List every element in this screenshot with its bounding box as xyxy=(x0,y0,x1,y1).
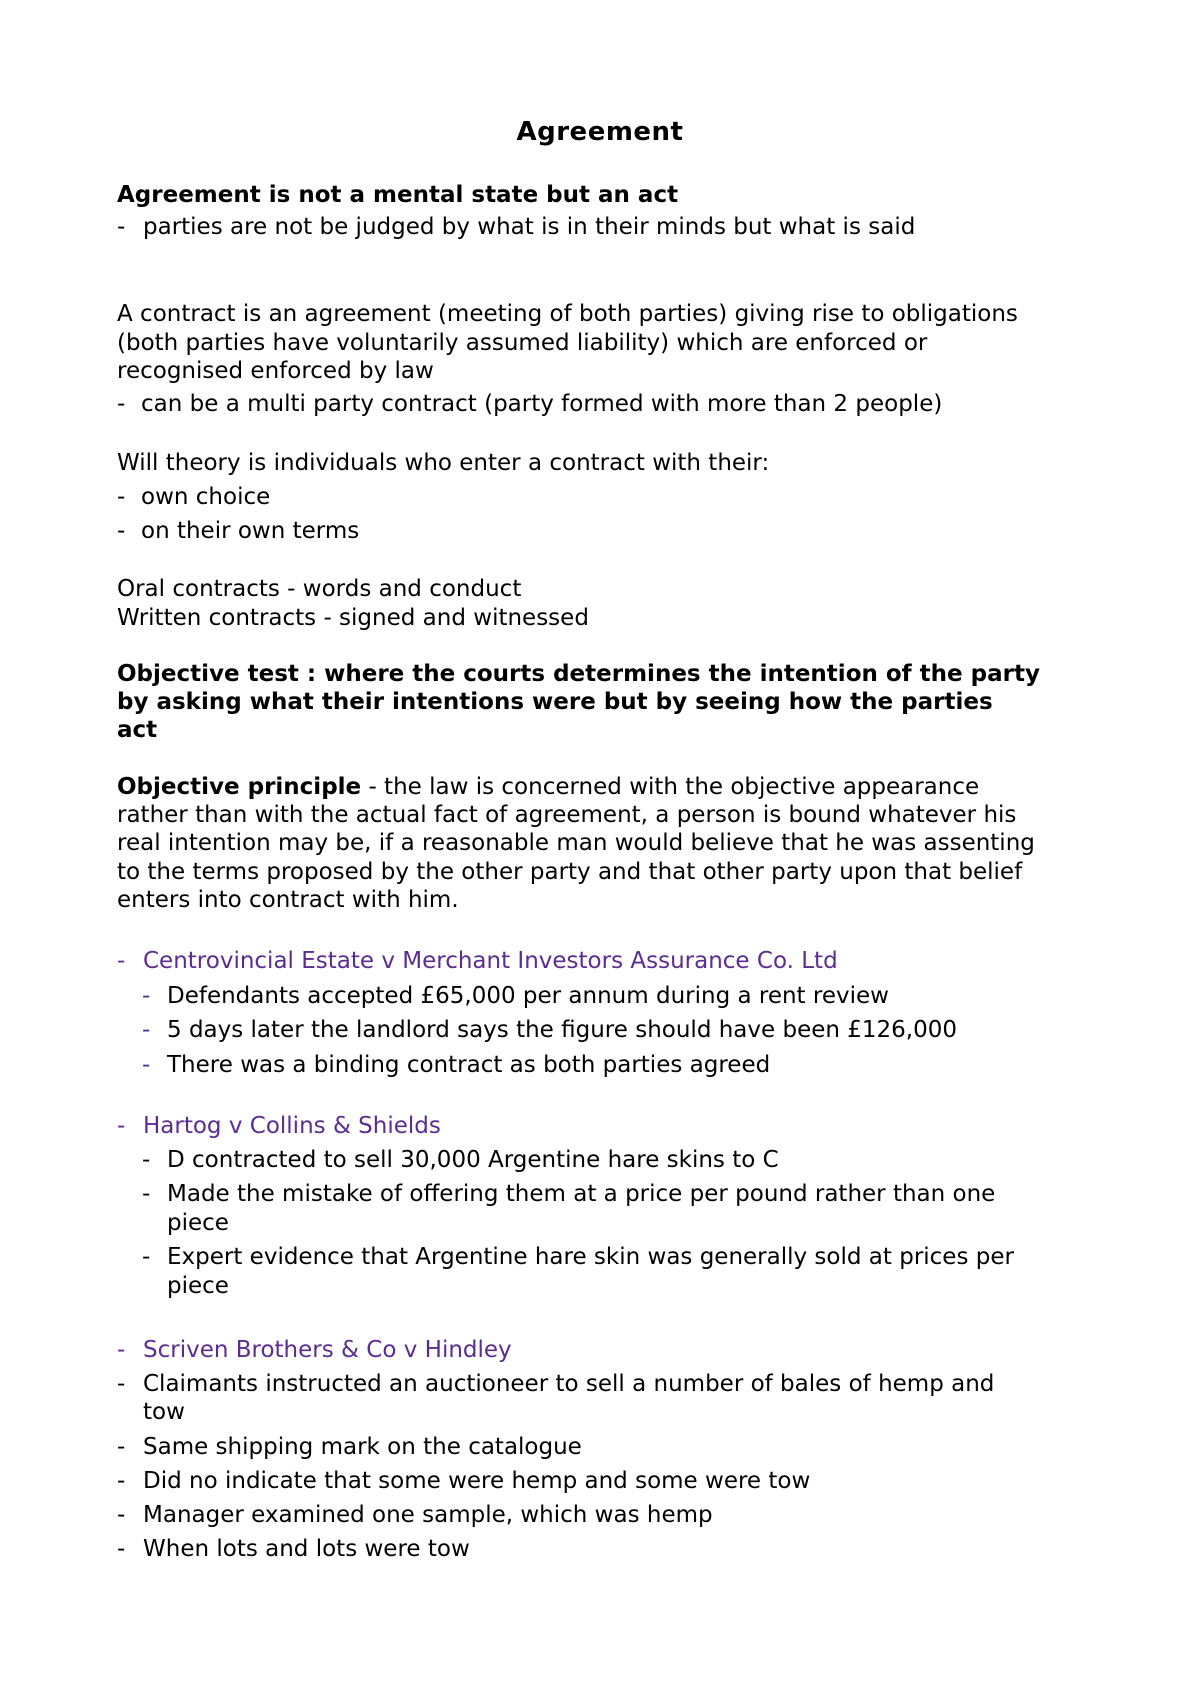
bullet-item xyxy=(117,483,271,511)
case-heading xyxy=(117,1336,512,1364)
page-title: Agreement xyxy=(516,117,684,147)
paragraph-line: Oral contracts - words and conduct xyxy=(117,576,522,602)
bullet-text: own choice xyxy=(141,484,271,510)
bullet-item xyxy=(117,390,943,418)
bullet-text: parties are not be judged by what is in their minds but what is said xyxy=(143,214,916,240)
bullet-dash: - xyxy=(142,1181,151,1207)
paragraph-line: enters into contract with him. xyxy=(117,887,459,913)
bullet-dash: - xyxy=(117,1502,126,1528)
bullet-text: When lots and lots were tow xyxy=(143,1536,470,1562)
bold-paragraph-line: act xyxy=(117,717,158,743)
bullet-dash: - xyxy=(117,948,126,974)
bullet-continuation: piece xyxy=(167,1210,229,1236)
case-heading xyxy=(117,947,838,975)
sub-bullet-item xyxy=(142,1146,779,1174)
sub-bullet-item xyxy=(142,982,889,1010)
bullet-item xyxy=(117,1535,470,1563)
paragraph-line: to the terms proposed by the other party and that other party upon that belief xyxy=(117,859,1023,885)
section-heading: Agreement is not a mental state but an act xyxy=(117,182,679,208)
bullet-dash: - xyxy=(117,484,126,510)
paragraph-line: (both parties have voluntarily assumed liability) which are enforced or xyxy=(117,330,928,356)
case-heading xyxy=(117,1112,441,1140)
bullet-item xyxy=(117,1467,811,1495)
bullet-item xyxy=(117,213,916,241)
paragraph-line: Will theory is individuals who enter a contract with their: xyxy=(117,450,770,476)
bullet-text: Expert evidence that Argentine hare skin was generally sold at prices per xyxy=(167,1244,1014,1270)
bullet-dash: - xyxy=(117,518,126,544)
bullet-dash: - xyxy=(117,1434,126,1460)
bullet-dash: - xyxy=(142,1147,151,1173)
bullet-continuation: tow xyxy=(143,1399,185,1425)
bullet-dash: - xyxy=(117,214,126,240)
bullet-item xyxy=(117,517,360,545)
bullet-dash: - xyxy=(142,1052,151,1078)
bullet-text: Defendants accepted £65,000 per annum during a rent review xyxy=(167,983,889,1009)
paragraph-line: A contract is an agreement (meeting of both parties) giving rise to obligations xyxy=(117,301,1018,327)
bullet-text: can be a multi party contract (party formed with more than 2 people) xyxy=(141,391,943,417)
sub-bullet-item xyxy=(142,1051,771,1079)
bullet-dash: - xyxy=(142,1017,151,1043)
bold-paragraph-line: Objective test : where the courts determines the intention of the party xyxy=(117,661,1040,687)
bold-paragraph-line: by asking what their intentions were but by seeing how the parties xyxy=(117,689,993,715)
paragraph-line: real intention may be, if a reasonable man would believe that he was assenting xyxy=(117,830,1035,856)
case-name: Hartog v Collins & Shields xyxy=(143,1113,441,1139)
bullet-text: Same shipping mark on the catalogue xyxy=(143,1434,582,1460)
bullet-text: D contracted to sell 30,000 Argentine hare skins to C xyxy=(167,1147,779,1173)
bullet-continuation: piece xyxy=(167,1273,229,1299)
bullet-item xyxy=(117,1370,995,1398)
bullet-dash: - xyxy=(117,1337,126,1363)
sub-bullet-item xyxy=(142,1016,958,1044)
bullet-text: There was a binding contract as both parties agreed xyxy=(167,1052,771,1078)
case-name: Centrovincial Estate v Merchant Investors Assurance Co. Ltd xyxy=(143,948,838,974)
bullet-dash: - xyxy=(142,1244,151,1270)
term-label: Objective principle xyxy=(117,774,362,800)
paragraph-line xyxy=(117,773,979,801)
bullet-dash: - xyxy=(117,391,126,417)
bullet-dash: - xyxy=(117,1536,126,1562)
bullet-text: Claimants instructed an auctioneer to sell a number of bales of hemp and xyxy=(143,1371,995,1397)
bullet-dash: - xyxy=(117,1468,126,1494)
bullet-text: on their own terms xyxy=(141,518,360,544)
case-name: Scriven Brothers & Co v Hindley xyxy=(143,1337,512,1363)
bullet-dash: - xyxy=(142,983,151,1009)
bullet-dash: - xyxy=(117,1113,126,1139)
bullet-item xyxy=(117,1433,582,1461)
bullet-text: Made the mistake of offering them at a price per pound rather than one xyxy=(167,1181,996,1207)
sub-bullet-item xyxy=(142,1180,996,1208)
sub-bullet-item xyxy=(142,1243,1014,1271)
term-definition: - the law is concerned with the objective appearance xyxy=(361,774,980,800)
bullet-text: 5 days later the landlord says the figure should have been £126,000 xyxy=(167,1017,958,1043)
paragraph-line: rather than with the actual fact of agreement, a person is bound whatever his xyxy=(117,802,1017,828)
bullet-text: Did no indicate that some were hemp and some were tow xyxy=(143,1468,811,1494)
paragraph-line: recognised enforced by law xyxy=(117,358,434,384)
bullet-dash: - xyxy=(117,1371,126,1397)
paragraph-line: Written contracts - signed and witnessed xyxy=(117,605,589,631)
bullet-text: Manager examined one sample, which was hemp xyxy=(143,1502,713,1528)
bullet-item xyxy=(117,1501,713,1529)
